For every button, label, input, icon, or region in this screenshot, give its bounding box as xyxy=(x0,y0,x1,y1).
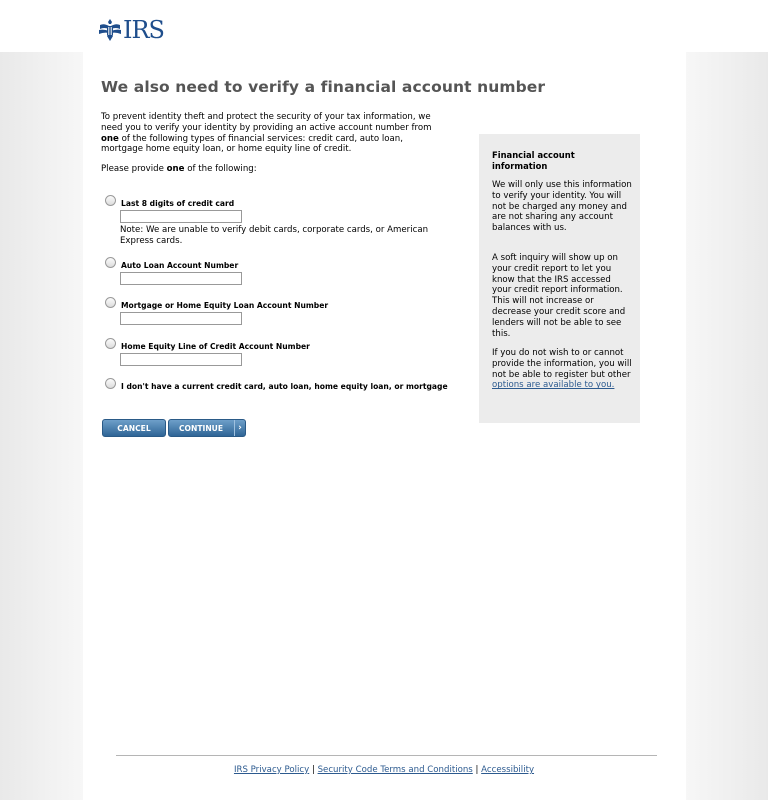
chevron-right-icon: › xyxy=(234,420,245,436)
heloc-input[interactable] xyxy=(120,353,242,366)
none-radio[interactable] xyxy=(105,378,116,389)
sidebar-paragraph-1: We will only use this information to verify your identity. You will not be charged any money and are not sharing any account balances with us. xyxy=(492,180,632,234)
sidebar-paragraph-2: A soft inquiry will show up on your credit report to let you know that the IRS accessed your credit report information. This will not increase or decrease your credit score and lenders will not be able to see this. xyxy=(492,253,626,339)
auto-loan-input[interactable] xyxy=(120,272,242,285)
logo-wordmark: IRS xyxy=(123,16,164,44)
privacy-policy-link[interactable]: IRS Privacy Policy xyxy=(233,765,310,775)
info-sidebar xyxy=(479,134,640,423)
eagle-emblem-icon xyxy=(98,17,122,43)
mortgage-input[interactable] xyxy=(120,312,242,325)
site-header xyxy=(0,0,768,52)
provide-text: of the following: xyxy=(187,164,257,174)
sidebar-title: Financial account information xyxy=(492,150,575,171)
security-terms-link[interactable]: Security Code Terms and Conditions xyxy=(317,765,473,775)
intro-text-part: of the following types of financial services: credit card, auto loan, mortgage home equity loan, or home equity line of credit. xyxy=(101,133,403,155)
sidebar-paragraph-3-text: If you do not wish to or cannot provide the information, you will not be able to register but other xyxy=(492,348,632,380)
continue-label: CONTINUE xyxy=(178,424,224,433)
other-options-link[interactable]: options are available to you. xyxy=(492,380,615,391)
footer-divider xyxy=(116,755,657,756)
cancel-button[interactable]: CANCEL xyxy=(102,419,166,437)
footer-separator: | xyxy=(475,765,479,775)
credit-card-label: Last 8 digits of credit card xyxy=(121,199,235,208)
continue-button[interactable] xyxy=(168,419,246,437)
intro-emphasis: one xyxy=(101,133,119,144)
accessibility-link[interactable]: Accessibility xyxy=(481,765,535,775)
provide-emphasis: one xyxy=(166,164,185,174)
irs-logo[interactable] xyxy=(98,16,164,44)
credit-card-note: Note: We are unable to verify debit cards, corporate cards, or American Express cards. xyxy=(120,225,429,246)
heloc-label: Home Equity Line of Credit Account Number xyxy=(121,342,310,351)
auto-loan-label: Auto Loan Account Number xyxy=(121,261,239,270)
footer xyxy=(0,765,768,775)
none-label: I don't have a current credit card, auto loan, home equity loan, or mortgage xyxy=(121,382,448,391)
credit-card-input[interactable] xyxy=(120,210,242,223)
provide-text: Please provide xyxy=(101,164,164,174)
heloc-radio[interactable] xyxy=(105,338,116,349)
mortgage-label: Mortgage or Home Equity Loan Account Number xyxy=(121,301,329,310)
credit-card-radio[interactable] xyxy=(105,195,116,206)
auto-loan-radio[interactable] xyxy=(105,257,116,268)
provide-instruction xyxy=(101,164,257,174)
mortgage-radio[interactable] xyxy=(105,297,116,308)
footer-separator: | xyxy=(311,765,315,775)
page-title: We also need to verify a financial account number xyxy=(101,78,546,96)
intro-text-part: To prevent identity theft and protect the security of your tax information, we need you to verify your identity by providing an active account number from xyxy=(101,112,432,133)
sidebar-paragraph-3 xyxy=(492,348,632,391)
intro-text xyxy=(101,112,446,155)
